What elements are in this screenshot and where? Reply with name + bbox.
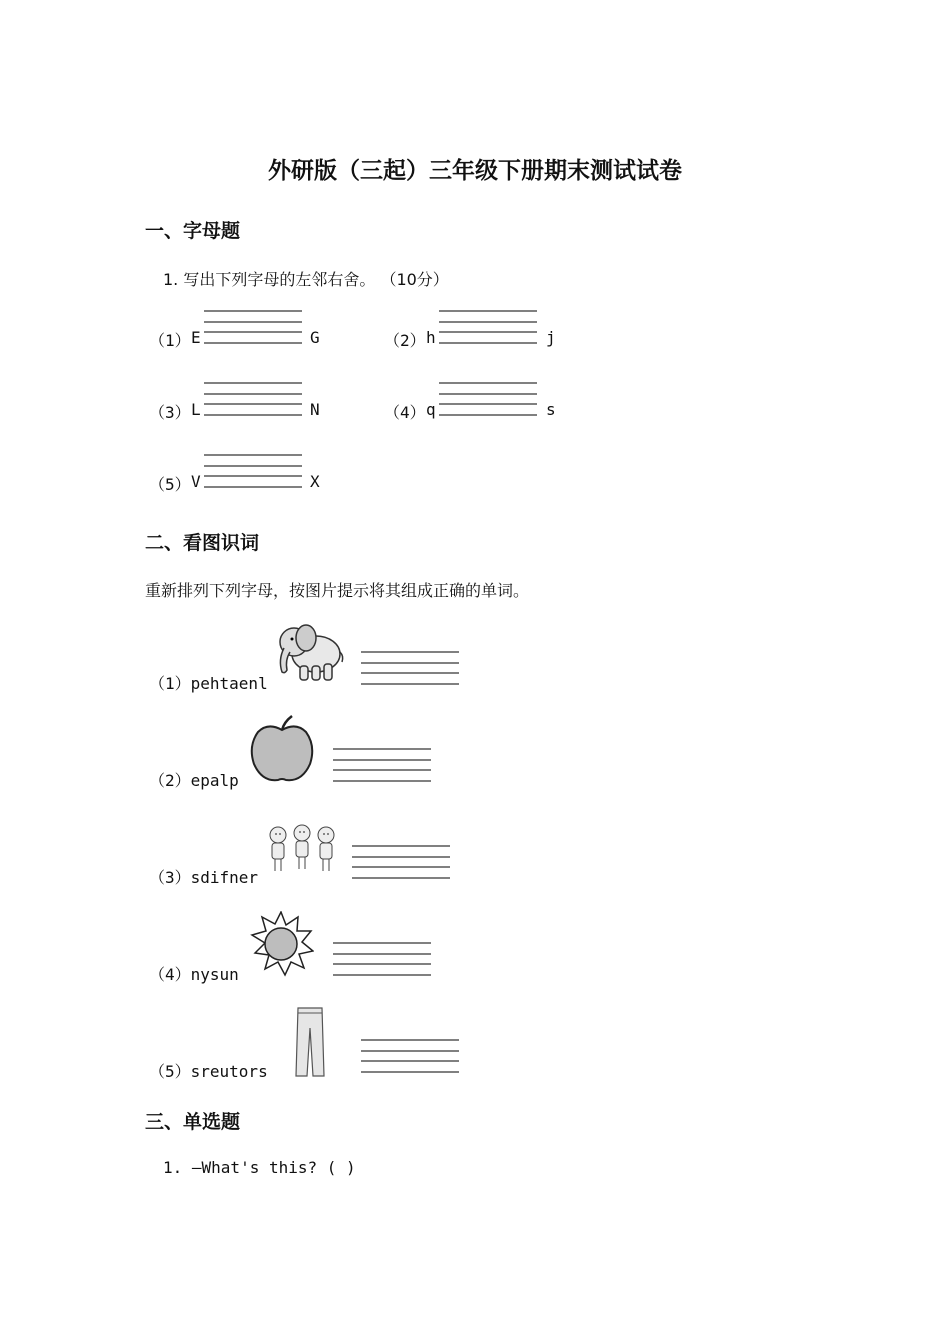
letter-item-3-left: L (191, 400, 201, 419)
sun-icon (248, 911, 314, 981)
word-item-5-answer-lines[interactable] (361, 1039, 459, 1073)
letter-item-1-number: （1） (149, 331, 191, 350)
word-item-2-answer-lines[interactable] (333, 748, 431, 782)
elephant-icon (276, 620, 346, 688)
word-item-3-label: （3）sdifner (149, 868, 259, 887)
word-item-1-label: （1）pehtaenl (149, 674, 268, 693)
letter-item-3-number: （3） (149, 403, 191, 422)
section-2-instruction: 重新排列下列字母，按图片提示将其组成正确的单词。 (145, 581, 530, 600)
letter-item-5-answer-lines[interactable] (204, 454, 302, 488)
letter-item-3-right: N (310, 400, 320, 419)
word-item-3-answer-lines[interactable] (352, 845, 450, 879)
letter-item-4-number: （4） (384, 403, 426, 422)
letter-item-1-right: G (310, 328, 320, 347)
letter-item-5-number: （5） (149, 475, 191, 494)
section-2-heading: 二、看图识词 (145, 532, 260, 554)
section-3-heading: 三、单选题 (145, 1111, 241, 1133)
letter-item-3-answer-lines[interactable] (204, 382, 302, 416)
word-item-4-answer-lines[interactable] (333, 942, 431, 976)
letter-item-4-right: s (546, 400, 556, 419)
section-1-heading: 一、字母题 (145, 220, 241, 242)
apple-icon (248, 714, 316, 788)
letter-item-1-left: E (191, 328, 201, 347)
section-3-question: 1. —What's this? ( ) (163, 1158, 356, 1177)
word-item-1-answer-lines[interactable] (361, 651, 459, 685)
letter-item-2-left: h (426, 328, 436, 347)
letter-item-5-right: X (310, 472, 320, 491)
trousers-icon (294, 1006, 326, 1082)
word-item-5-label: （5）sreutors (149, 1062, 268, 1081)
letter-item-5-left: V (191, 472, 201, 491)
letter-item-2-right: j (546, 328, 556, 347)
friends-icon (266, 823, 338, 877)
section-1-question: 1. 写出下列字母的左邻右舍。 （10分） (163, 270, 449, 289)
letter-item-2-number: （2） (384, 331, 426, 350)
letter-item-4-left: q (426, 400, 436, 419)
letter-item-1-answer-lines[interactable] (204, 310, 302, 344)
letter-item-2-answer-lines[interactable] (439, 310, 537, 344)
word-item-2-label: （2）epalp (149, 771, 239, 790)
letter-item-4-answer-lines[interactable] (439, 382, 537, 416)
page-title: 外研版（三起）三年级下册期末测试试卷 (268, 158, 682, 184)
word-item-4-label: （4）nysun (149, 965, 239, 984)
